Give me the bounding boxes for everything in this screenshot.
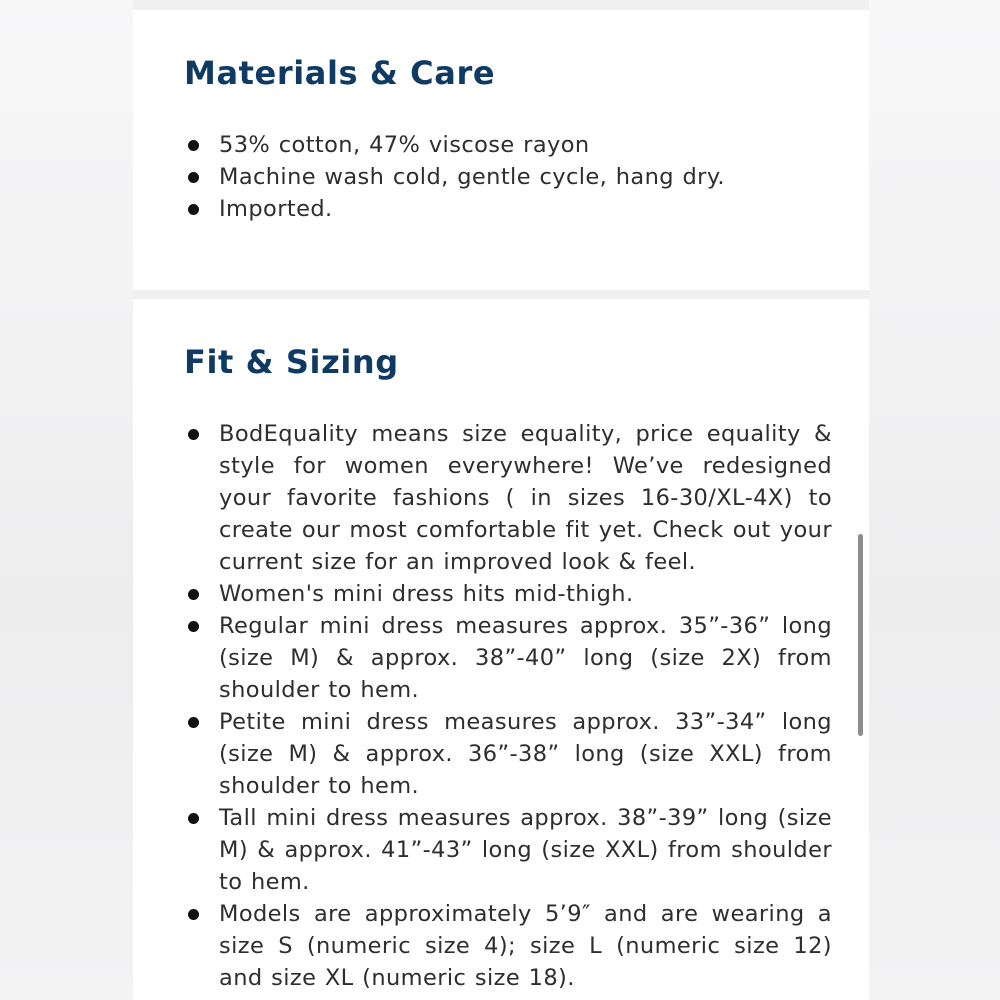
list-item: Petite mini dress measures approx. 33”-34” long (size M) & approx. 36”-38” long (size XXL) from shoulder to hem. bbox=[184, 706, 832, 802]
bullet-icon bbox=[188, 429, 199, 440]
bullet-icon bbox=[188, 172, 199, 183]
bullet-icon bbox=[188, 140, 199, 151]
materials-care-title: Materials & Care bbox=[184, 54, 496, 92]
list-item: BodEquality means size equality, price equality & style for women everywhere! We’ve redesigned your favorite fashions ( in sizes 16-30/XL-4X) to create our most comfortable fit yet. Check out your current size for an improved look & feel. bbox=[184, 418, 832, 578]
list-item: Machine wash cold, gentle cycle, hang dry. bbox=[184, 161, 832, 193]
fit-sizing-list bbox=[184, 418, 832, 994]
scrollbar-thumb[interactable] bbox=[858, 534, 863, 736]
bullet-icon bbox=[188, 909, 199, 920]
bullet-icon bbox=[188, 204, 199, 215]
list-item: Tall mini dress measures approx. 38”-39” long (size M) & approx. 41”-43” long (size XXL) from shoulder to hem. bbox=[184, 802, 832, 898]
list-item: 53% cotton, 47% viscose rayon bbox=[184, 129, 832, 161]
materials-care-list bbox=[184, 129, 832, 225]
bullet-icon bbox=[188, 717, 199, 728]
materials-care-section bbox=[133, 10, 869, 290]
list-item: Women's mini dress hits mid-thigh. bbox=[184, 578, 832, 610]
list-item: Regular mini dress measures approx. 35”-36” long (size M) & approx. 38”-40” long (size 2X) from shoulder to hem. bbox=[184, 610, 832, 706]
bullet-icon bbox=[188, 621, 199, 632]
list-item: Imported. bbox=[184, 193, 832, 225]
bullet-icon bbox=[188, 589, 199, 600]
list-item: Models are approximately 5’9″ and are wearing a size S (numeric size 4); size L (numeric size 12) and size XL (numeric size 18). bbox=[184, 898, 832, 994]
bullet-icon bbox=[188, 813, 199, 824]
fit-sizing-section bbox=[133, 299, 869, 1000]
fit-sizing-title: Fit & Sizing bbox=[184, 343, 399, 381]
product-details-page bbox=[133, 0, 869, 1000]
